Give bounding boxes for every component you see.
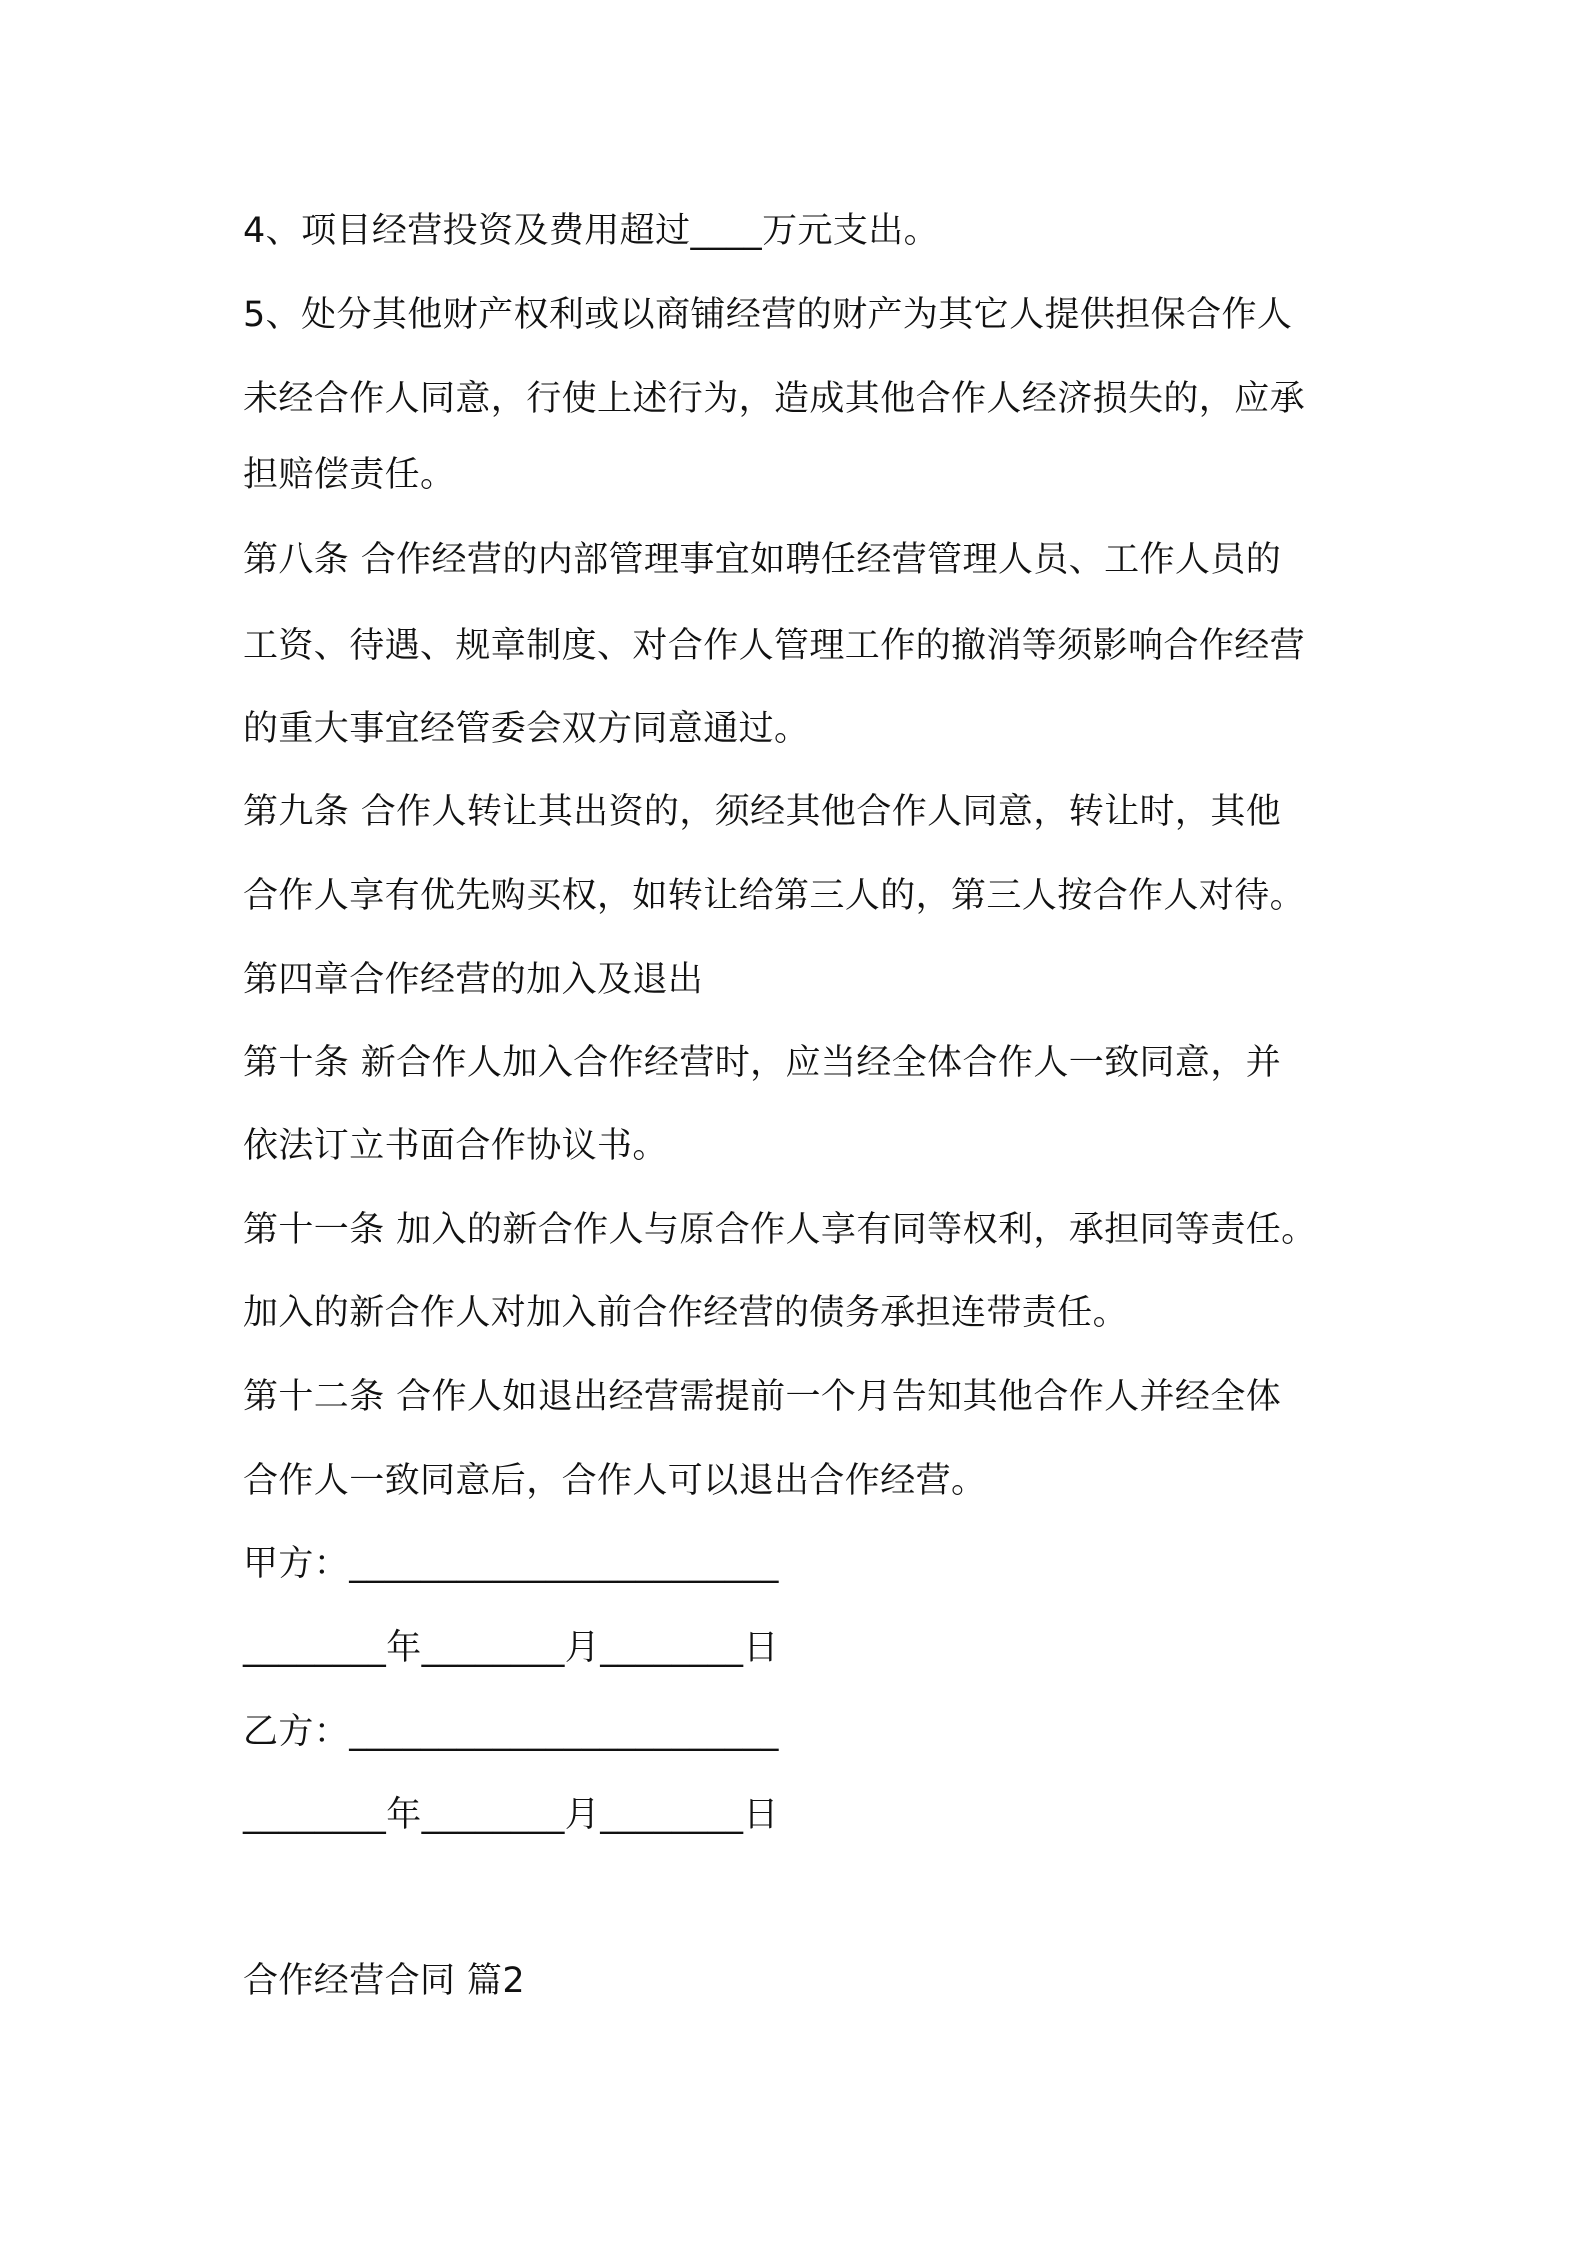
party-a-date-line: ________年________月________日	[243, 1628, 779, 1668]
section-heading: 第四章合作经营的加入及退出	[243, 960, 704, 1000]
paragraph-line: 未经合作人同意，行使上述行为，造成其他合作人经济损失的，应承	[243, 379, 1306, 419]
paragraph-line: 第十条 新合作人加入合作经营时，应当经全体合作人一致同意，并	[243, 1043, 1282, 1083]
paragraph-line: 第十一条 加入的新合作人与原合作人享有同等权利，承担同等责任。	[243, 1210, 1317, 1250]
party-a-signature-line: 甲方：________________________	[243, 1544, 779, 1584]
party-b-signature-line: 乙方：________________________	[243, 1712, 779, 1752]
paragraph-line: 加入的新合作人对加入前合作经营的债务承担连带责任。	[243, 1293, 1129, 1333]
paragraph-line: 4、项目经营投资及费用超过____万元支出。	[243, 211, 940, 251]
paragraph-line: 合作人一致同意后，合作人可以退出合作经营。	[243, 1461, 987, 1501]
paragraph-line: 合作人享有优先购买权，如转让给第三人的，第三人按合作人对待。	[243, 876, 1306, 916]
paragraph-line: 第八条 合作经营的内部管理事宜如聘任经营管理人员、工作人员的	[243, 540, 1282, 580]
paragraph-line: 5、处分其他财产权利或以商铺经营的财产为其它人提供担保合作人	[243, 295, 1293, 335]
next-section-title: 合作经营合同 篇2	[243, 1961, 525, 2001]
party-b-date-line: ________年________月________日	[243, 1795, 779, 1835]
paragraph-line: 担赔偿责任。	[243, 455, 456, 495]
paragraph-line: 工资、待遇、规章制度、对合作人管理工作的撤消等须影响合作经营	[243, 626, 1306, 666]
paragraph-line: 第九条 合作人转让其出资的，须经其他合作人同意，转让时，其他	[243, 792, 1282, 832]
paragraph-line: 依法订立书面合作协议书。	[243, 1126, 668, 1166]
paragraph-line: 的重大事宜经管委会双方同意通过。	[243, 709, 810, 749]
paragraph-line: 第十二条 合作人如退出经营需提前一个月告知其他合作人并经全体	[243, 1377, 1282, 1417]
